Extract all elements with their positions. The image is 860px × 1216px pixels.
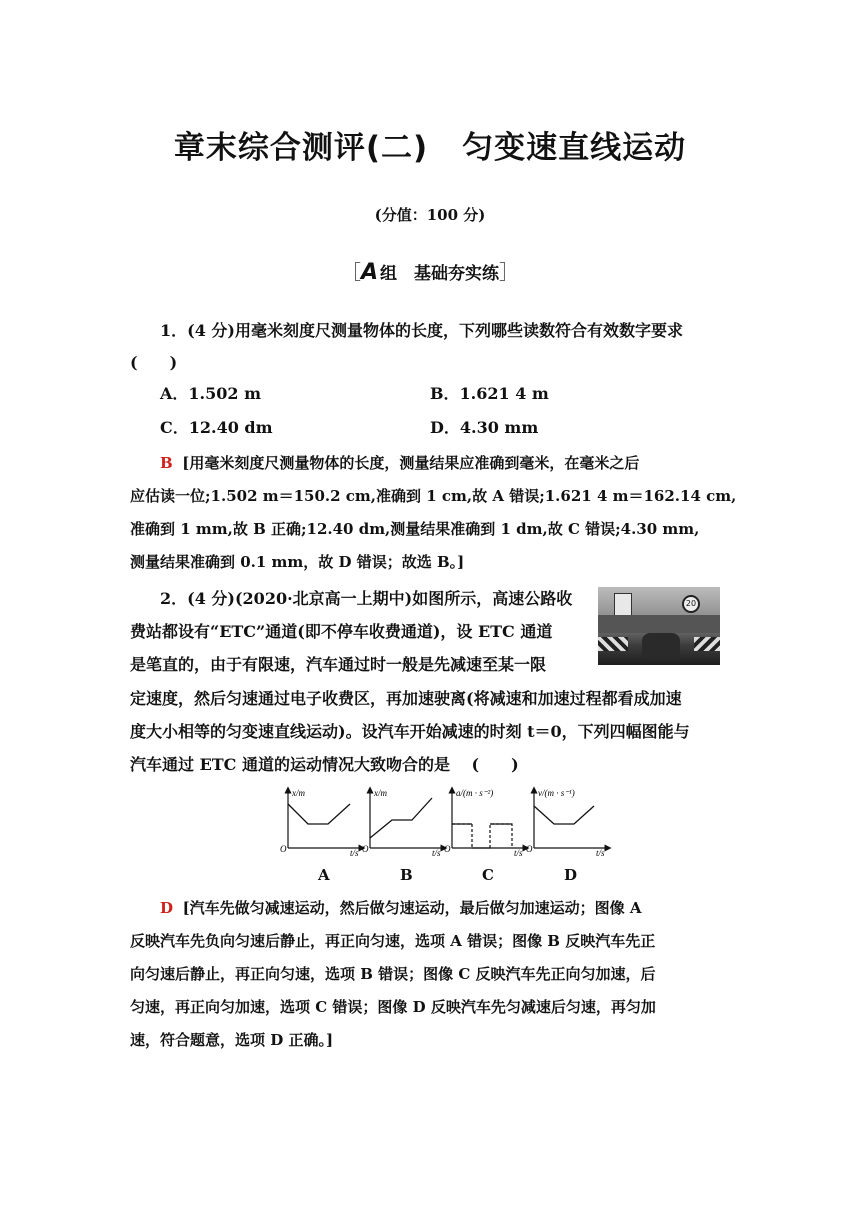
q1-option-a: A．1.502 m bbox=[160, 384, 262, 403]
graph-d-curve bbox=[534, 806, 594, 824]
page-title bbox=[0, 122, 860, 167]
motion-graphs bbox=[280, 786, 620, 858]
graph-c-segment3 bbox=[490, 824, 512, 848]
graph-c-segment1 bbox=[452, 824, 472, 848]
bracket-left: ［ bbox=[340, 260, 361, 284]
etc-toll-photo bbox=[598, 587, 720, 665]
graph-b-ylabel: x/m bbox=[374, 788, 387, 798]
title-main: 章末综合测评(二) bbox=[173, 130, 429, 166]
q2-explanation-line4: 匀速，再正向匀加速，选项 C 错误；图像 D 反映汽车先匀减速后匀速，再匀加 bbox=[130, 998, 656, 1016]
graph-c-origin: O bbox=[444, 844, 451, 854]
q1-explanation-line4: 测量结果准确到 0.1 mm，故 D 错误；故选 B。] bbox=[130, 553, 465, 571]
group-letter: A bbox=[360, 260, 379, 285]
q2-stem-line3: 是笔直的，由于有限速，汽车通过时一般是先减速至某一限 bbox=[130, 655, 547, 674]
title-sub: 匀变速直线运动 bbox=[462, 130, 687, 166]
graph-c-caption: C bbox=[482, 866, 494, 884]
graph-b-origin: O bbox=[362, 844, 369, 854]
section-heading bbox=[0, 256, 860, 285]
graph-d bbox=[526, 788, 608, 858]
q2-stem-line2: 费站都设有“ETC”通道(即不停车收费通道)，设 ETC 通道 bbox=[130, 622, 553, 641]
q2-stem-line4: 定速度，然后匀速通过电子收费区，再加速驶离(将减速和加速过程都看成加速 bbox=[130, 689, 682, 708]
graph-a-origin: O bbox=[280, 844, 287, 854]
graph-a-xlabel: t/s bbox=[350, 848, 359, 858]
graph-d-origin: O bbox=[526, 844, 533, 854]
graph-d-caption: D bbox=[564, 866, 578, 884]
q1-answer: B bbox=[160, 454, 173, 472]
q2-stem-line1: 2．(4 分)(2020·北京高一上期中)如图所示，高速公路收 bbox=[160, 589, 573, 608]
graph-c-ylabel: a/(m · s⁻²) bbox=[456, 788, 494, 798]
graph-a-curve bbox=[288, 804, 350, 824]
graph-b-caption: B bbox=[400, 866, 413, 884]
graph-b-xlabel: t/s bbox=[432, 848, 441, 858]
graph-c-xlabel: t/s bbox=[514, 848, 523, 858]
q1-stem-line1: 1．(4 分)用毫米刻度尺测量物体的长度，下列哪些读数符合有效数字要求 bbox=[160, 321, 683, 340]
score-note: (分值：100 分) bbox=[374, 206, 486, 224]
bracket-right: ］ bbox=[499, 260, 520, 284]
speed-limit-sign: 20 bbox=[682, 595, 700, 613]
graph-d-xlabel: t/s bbox=[596, 848, 605, 858]
graph-b-curve bbox=[370, 798, 432, 838]
toll-sign bbox=[614, 593, 632, 617]
q1-stem-line2: ( ) bbox=[130, 353, 178, 372]
barrier-stripes-left bbox=[598, 637, 628, 651]
graph-a-caption: A bbox=[318, 866, 330, 884]
q1-explanation-line3: 准确到 1 mm,故 B 正确;12.40 dm,测量结果准确到 1 dm,故 C 错误;4.30 mm, bbox=[130, 520, 700, 538]
toll-booth bbox=[598, 615, 720, 633]
q1-explanation-line1: B [用毫米刻度尺测量物体的长度，测量结果应准确到毫米，在毫米之后 bbox=[160, 454, 640, 472]
barrier-stripes-right bbox=[694, 637, 720, 651]
group-label: 组 基础夯实练 bbox=[380, 264, 500, 284]
q2-explanation-line5: 速，符合题意，选项 D 正确。] bbox=[130, 1031, 334, 1049]
q2-answer: D bbox=[160, 899, 174, 917]
q2-explanation-line3: 向匀速后静止，再正向匀速，选项 B 错误；图像 C 反映汽车先正向匀加速，后 bbox=[130, 965, 656, 983]
q1-option-b: B．1.621 4 m bbox=[430, 384, 549, 403]
q2-stem-line6: 汽车通过 ETC 通道的运动情况大致吻合的是 ( ) bbox=[130, 755, 519, 774]
q2-explanation-line1: D [汽车先做匀减速运动，然后做匀速运动，最后做匀加速运动；图像 A bbox=[160, 899, 642, 917]
q2-explanation-line2: 反映汽车先负向匀速后静止，再正向匀速，选项 A 错误；图像 B 反映汽车先正 bbox=[130, 932, 656, 950]
q2-stem-line5: 度大小相等的匀变速直线运动)。设汽车开始减速的时刻 t＝0，下列四幅图能与 bbox=[130, 722, 690, 741]
graph-c bbox=[444, 788, 526, 858]
car bbox=[642, 633, 680, 659]
q1-option-d: D．4.30 mm bbox=[430, 418, 539, 437]
q1-explanation-line2: 应估读一位;1.502 m＝150.2 cm,准确到 1 cm,故 A 错误;1.621 4 m＝162.14 cm, bbox=[130, 487, 737, 505]
graph-d-ylabel: v/(m · s⁻¹) bbox=[538, 788, 575, 798]
graph-a-ylabel: x/m bbox=[292, 788, 305, 798]
q1-option-c: C．12.40 dm bbox=[160, 418, 273, 437]
graph-b bbox=[362, 788, 444, 858]
graph-a bbox=[280, 788, 362, 858]
